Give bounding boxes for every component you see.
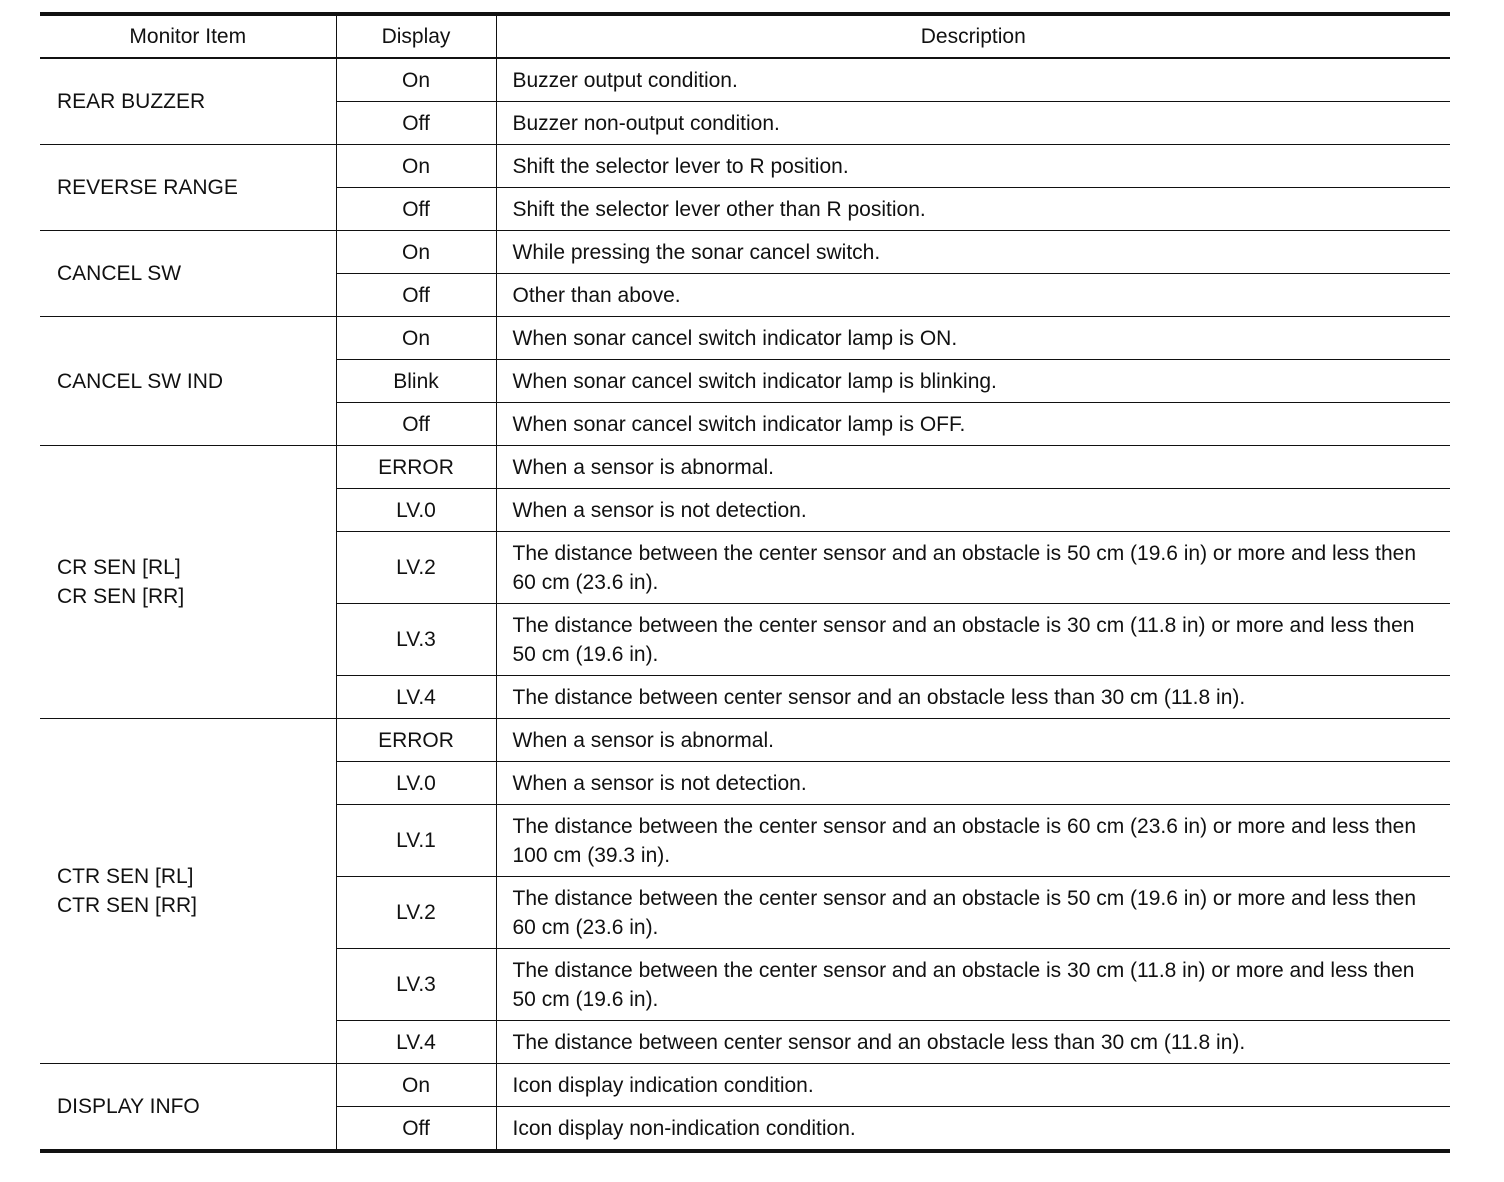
monitor-item-name: REAR BUZZER <box>57 90 206 113</box>
description-cell: Other than above. <box>496 274 1450 317</box>
description-cell: When a sensor is abnormal. <box>496 446 1450 489</box>
description-cell: The distance between the center sensor and an obstacle is 50 cm (19.6 in) or more and less then 60 cm (23.6 in). <box>496 532 1450 604</box>
table-header-row <box>40 14 1450 58</box>
table-row <box>40 58 1450 102</box>
description-cell: The distance between center sensor and an obstacle less than 30 cm (11.8 in). <box>496 1021 1450 1064</box>
description-cell: Shift the selector lever other than R position. <box>496 188 1450 231</box>
display-value-cell: LV.0 <box>336 762 496 805</box>
display-value-cell: LV.4 <box>336 1021 496 1064</box>
display-value-cell: On <box>336 231 496 274</box>
display-value-cell: LV.2 <box>336 532 496 604</box>
description-cell: Buzzer non-output condition. <box>496 102 1450 145</box>
monitor-item-name: CANCEL SW <box>57 262 182 285</box>
display-value-cell: LV.3 <box>336 949 496 1021</box>
monitor-item-cell <box>40 719 336 1064</box>
description-cell: The distance between the center sensor and an obstacle is 30 cm (11.8 in) or more and less then 50 cm (19.6 in). <box>496 949 1450 1021</box>
monitor-item-name: CTR SEN [RR] <box>57 894 198 917</box>
display-value-cell: Off <box>336 274 496 317</box>
monitor-item-cell <box>40 1064 336 1152</box>
description-cell: When a sensor is abnormal. <box>496 719 1450 762</box>
monitor-item-name: CR SEN [RL] <box>57 556 181 579</box>
display-value-cell: LV.4 <box>336 676 496 719</box>
description-cell: When sonar cancel switch indicator lamp is blinking. <box>496 360 1450 403</box>
table-body <box>40 58 1450 1151</box>
monitor-item-cell <box>40 317 336 446</box>
display-value-cell: ERROR <box>336 719 496 762</box>
table-row <box>40 145 1450 188</box>
display-value-cell: Off <box>336 102 496 145</box>
display-value-cell: Off <box>336 1107 496 1152</box>
display-value-cell: Off <box>336 188 496 231</box>
table-row <box>40 231 1450 274</box>
display-value-cell: On <box>336 317 496 360</box>
display-value-cell: On <box>336 58 496 102</box>
description-cell: The distance between center sensor and an obstacle less than 30 cm (11.8 in). <box>496 676 1450 719</box>
display-value-cell: On <box>336 145 496 188</box>
monitor-item-name: DISPLAY INFO <box>57 1095 200 1118</box>
display-value-cell: Blink <box>336 360 496 403</box>
header-monitor-item: Monitor Item <box>40 14 336 58</box>
table-row <box>40 1064 1450 1107</box>
display-value-cell: LV.3 <box>336 604 496 676</box>
description-cell: When sonar cancel switch indicator lamp is ON. <box>496 317 1450 360</box>
monitor-item-name: CANCEL SW IND <box>57 369 224 393</box>
table-row <box>40 446 1450 489</box>
description-cell: Icon display indication condition. <box>496 1064 1450 1107</box>
monitor-item-cell <box>40 231 336 317</box>
description-cell: The distance between the center sensor and an obstacle is 30 cm (11.8 in) or more and less then 50 cm (19.6 in). <box>496 604 1450 676</box>
description-cell: The distance between the center sensor and an obstacle is 50 cm (19.6 in) or more and less then 60 cm (23.6 in). <box>496 877 1450 949</box>
header-display: Display <box>336 14 496 58</box>
display-value-cell: LV.1 <box>336 805 496 877</box>
description-cell: When a sensor is not detection. <box>496 489 1450 532</box>
monitor-item-name: CR SEN [RR] <box>57 585 185 608</box>
header-description: Description <box>496 14 1450 58</box>
monitor-item-table <box>40 12 1450 1153</box>
monitor-item-name: REVERSE RANGE <box>57 176 238 199</box>
display-value-cell: Off <box>336 403 496 446</box>
monitor-item-cell <box>40 58 336 145</box>
monitor-item-name: CTR SEN [RL] <box>57 865 194 888</box>
description-cell: Buzzer output condition. <box>496 58 1450 102</box>
display-value-cell: ERROR <box>336 446 496 489</box>
monitor-item-cell <box>40 145 336 231</box>
monitor-item-cell <box>40 446 336 719</box>
description-cell: While pressing the sonar cancel switch. <box>496 231 1450 274</box>
display-value-cell: LV.2 <box>336 877 496 949</box>
description-cell: The distance between the center sensor and an obstacle is 60 cm (23.6 in) or more and less then 100 cm (39.3 in). <box>496 805 1450 877</box>
description-cell: When a sensor is not detection. <box>496 762 1450 805</box>
description-cell: Shift the selector lever to R position. <box>496 145 1450 188</box>
description-cell: When sonar cancel switch indicator lamp is OFF. <box>496 403 1450 446</box>
table-row <box>40 317 1450 360</box>
description-cell: Icon display non-indication condition. <box>496 1107 1450 1152</box>
display-value-cell: LV.0 <box>336 489 496 532</box>
display-value-cell: On <box>336 1064 496 1107</box>
table-row <box>40 719 1450 762</box>
